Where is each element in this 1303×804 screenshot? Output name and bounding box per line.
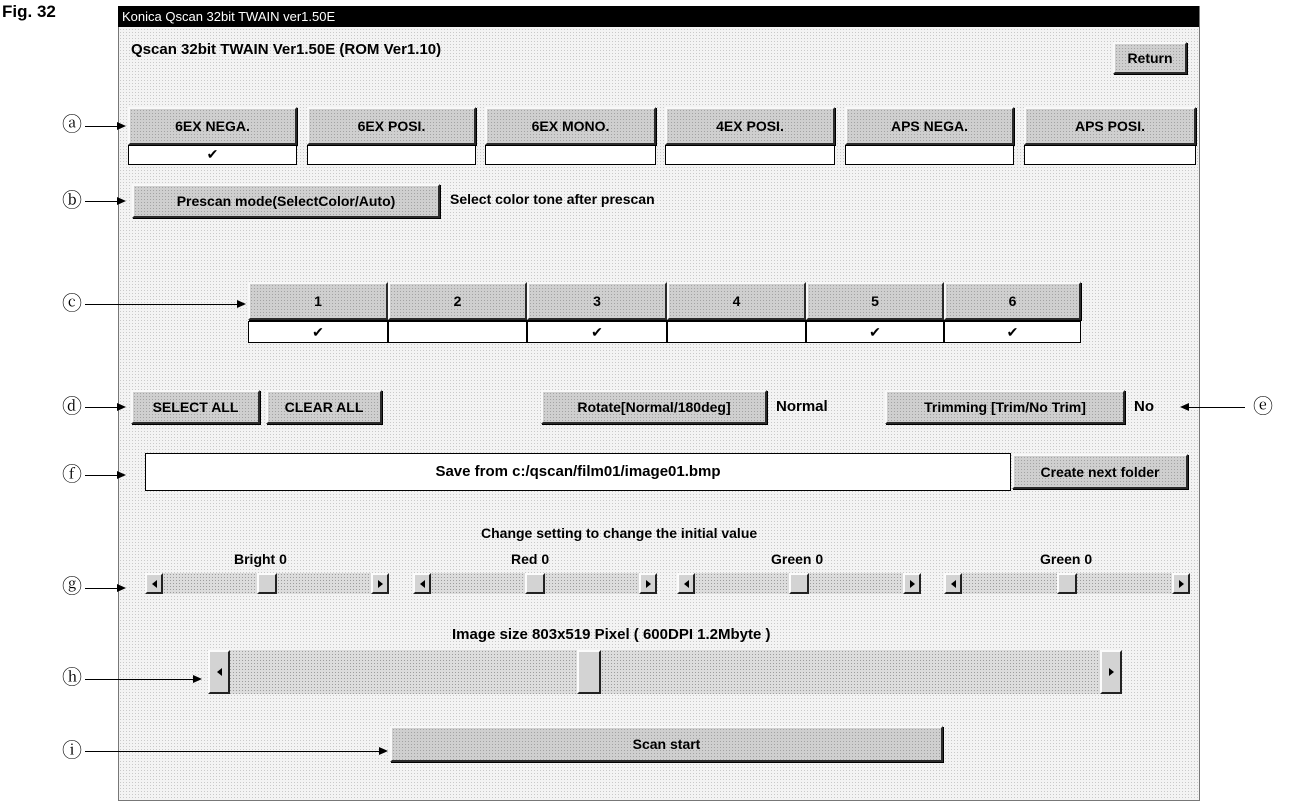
callout-i-marker: ⓘ: [62, 740, 82, 762]
frame-6-checkbox[interactable]: ✔: [944, 321, 1081, 343]
app-version-title: Qscan 32bit TWAIN Ver1.50E (ROM Ver1.10): [131, 41, 442, 58]
callout-d-line: [85, 407, 119, 408]
callout-h: [62, 668, 82, 688]
green-slider-right-arrow[interactable]: [903, 573, 921, 594]
red-slider-thumb[interactable]: [525, 573, 545, 594]
film-aps-posi-button[interactable]: APS POSI.: [1024, 107, 1196, 145]
green-slider-2-right-arrow[interactable]: [1172, 573, 1190, 594]
red-label: Red 0: [511, 551, 550, 567]
clear-all-button[interactable]: CLEAR ALL: [266, 390, 382, 424]
frame-3-button[interactable]: 3: [527, 282, 667, 320]
green-label-2: Green 0: [1040, 551, 1093, 567]
film-6ex-nega-button[interactable]: 6EX NEGA.: [128, 107, 297, 145]
frame-2-checkbox[interactable]: [388, 321, 527, 343]
callout-c-line: [85, 304, 242, 305]
red-slider[interactable]: [413, 573, 657, 594]
figure-label: Fig. 32: [2, 2, 56, 21]
frame-3-checkbox[interactable]: ✔: [527, 321, 667, 343]
film-6ex-mono-checkbox[interactable]: [485, 145, 656, 165]
callout-a-marker: ⓐ: [62, 114, 82, 136]
film-6ex-posi-checkbox[interactable]: [307, 145, 476, 165]
callout-a-arrowhead: [117, 122, 126, 130]
prescan-mode-button[interactable]: Prescan mode(SelectColor/Auto): [132, 184, 440, 218]
frame-5-button[interactable]: 5: [806, 282, 944, 320]
bright-label: Bright 0: [234, 551, 287, 567]
create-next-folder-button[interactable]: Create next folder: [1012, 454, 1188, 489]
frame-5-checkbox[interactable]: ✔: [806, 321, 944, 343]
callout-g-marker: ⓖ: [62, 576, 82, 598]
callout-i-arrowhead: [379, 747, 388, 755]
callout-b: [62, 191, 82, 211]
callout-g: [62, 577, 82, 597]
return-button[interactable]: Return: [1113, 42, 1187, 74]
callout-f: [62, 465, 82, 485]
callout-e-line: [1188, 407, 1245, 408]
callout-a: [62, 115, 82, 135]
image-size-right-arrow[interactable]: [1100, 650, 1122, 694]
callout-b-line: [85, 201, 119, 202]
callout-h-line: [85, 679, 195, 680]
film-6ex-nega-checkbox[interactable]: ✔: [128, 145, 297, 165]
frame-6-button[interactable]: 6: [944, 282, 1081, 320]
bright-slider[interactable]: [145, 573, 389, 594]
callout-d-marker: ⓓ: [62, 396, 82, 418]
callout-b-marker: ⓑ: [62, 190, 82, 212]
red-slider-left-arrow[interactable]: [413, 573, 431, 594]
green-slider-left-arrow[interactable]: [677, 573, 695, 594]
film-6ex-mono-button[interactable]: 6EX MONO.: [485, 107, 656, 145]
callout-h-marker: ⓗ: [62, 667, 82, 689]
callout-c-marker: ⓒ: [62, 293, 82, 315]
bright-slider-thumb[interactable]: [257, 573, 277, 594]
film-4ex-posi-button[interactable]: 4EX POSI.: [665, 107, 835, 145]
green-slider[interactable]: [677, 573, 921, 594]
callout-c: [62, 294, 82, 314]
bright-slider-right-arrow[interactable]: [371, 573, 389, 594]
adjust-heading: Change setting to change the initial value: [481, 525, 758, 541]
image-size-slider[interactable]: [208, 650, 1122, 694]
green-slider-2[interactable]: [944, 573, 1190, 594]
callout-f-marker: ⓕ: [62, 464, 82, 486]
film-aps-posi-checkbox[interactable]: [1024, 145, 1196, 165]
callout-f-line: [85, 475, 119, 476]
green-slider-2-thumb[interactable]: [1057, 573, 1077, 594]
green-slider-2-left-arrow[interactable]: [944, 573, 962, 594]
callout-g-arrowhead: [117, 584, 126, 592]
image-size-thumb[interactable]: [577, 650, 601, 694]
select-all-button[interactable]: SELECT ALL: [131, 390, 260, 424]
film-4ex-posi-checkbox[interactable]: [665, 145, 835, 165]
rotate-button[interactable]: Rotate[Normal/180deg]: [541, 390, 767, 424]
frame-4-checkbox[interactable]: [667, 321, 806, 343]
callout-i-line: [85, 751, 381, 752]
callout-e-marker: ⓔ: [1253, 396, 1273, 418]
image-size-left-arrow[interactable]: [208, 650, 230, 694]
prescan-status: Select color tone after prescan: [450, 191, 655, 207]
callout-d: [62, 397, 82, 417]
frame-1-checkbox[interactable]: ✔: [248, 321, 388, 343]
trimming-button[interactable]: Trimming [Trim/No Trim]: [885, 390, 1125, 424]
trimming-value: No: [1134, 398, 1154, 415]
rotate-value: Normal: [776, 398, 828, 415]
save-path-field[interactable]: Save from c:/qscan/film01/image01.bmp: [145, 453, 1011, 491]
callout-e: [1253, 397, 1273, 417]
callout-f-arrowhead: [117, 471, 126, 479]
callout-h-arrowhead: [193, 675, 202, 683]
bright-slider-left-arrow[interactable]: [145, 573, 163, 594]
callout-b-arrowhead: [117, 197, 126, 205]
scan-start-button[interactable]: Scan start: [390, 726, 943, 762]
callout-d-arrowhead: [117, 403, 126, 411]
film-6ex-posi-button[interactable]: 6EX POSI.: [307, 107, 476, 145]
film-aps-nega-button[interactable]: APS NEGA.: [845, 107, 1014, 145]
window-titlebar: Konica Qscan 32bit TWAIN ver1.50E: [118, 6, 1199, 27]
frame-2-button[interactable]: 2: [388, 282, 527, 320]
film-aps-nega-checkbox[interactable]: [845, 145, 1014, 165]
callout-g-line: [85, 588, 119, 589]
frame-4-button[interactable]: 4: [667, 282, 806, 320]
callout-a-line: [85, 126, 119, 127]
green-label: Green 0: [771, 551, 824, 567]
image-size-label: Image size 803x519 Pixel ( 600DPI 1.2Mbyte ): [452, 626, 771, 643]
red-slider-right-arrow[interactable]: [639, 573, 657, 594]
callout-c-arrowhead: [237, 300, 246, 308]
callout-i: [62, 741, 82, 761]
green-slider-thumb[interactable]: [789, 573, 809, 594]
frame-1-button[interactable]: 1: [248, 282, 388, 320]
